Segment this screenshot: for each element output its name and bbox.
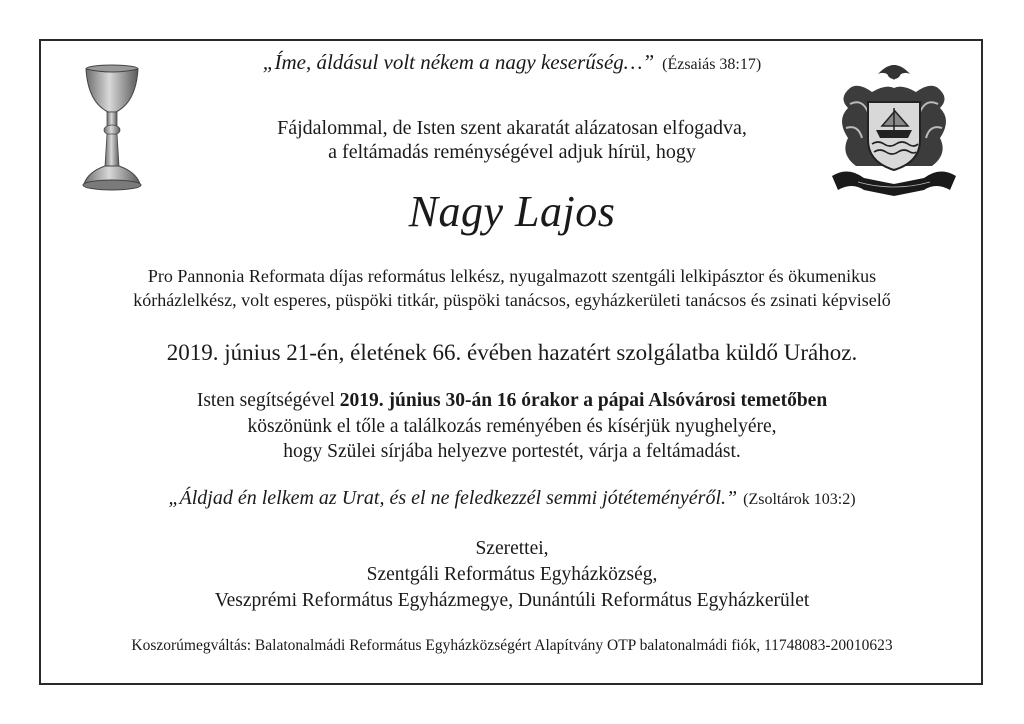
- psalm-reference: (Zsoltárok 103:2): [743, 491, 856, 508]
- motto-reference: (Ézsaiás 38:17): [662, 56, 762, 73]
- funeral-line-1: [0, 390, 1024, 412]
- psalm-quote: [0, 487, 1024, 510]
- intro-line-2: a feltámadás reménységével adjuk hírül, hogy: [328, 141, 696, 163]
- psalm-text: „Áldjad én lelkem az Urat, és el ne feledkezzél semmi jótéteményéről.”: [168, 487, 738, 509]
- funeral-prefix: Isten segítségével: [196, 390, 340, 411]
- motto-text: „Íme, áldásul volt nékem a nagy keserűség…”: [262, 50, 655, 74]
- deceased-name: Nagy Lajos: [408, 187, 616, 236]
- wreath-redemption-note: Koszorúmegváltás: Balatonalmádi Református Egyházközségért Alapítvány OTP balatonalmádi fiók, 11748083-20010623: [131, 637, 893, 654]
- titles-line-1: Pro Pannonia Reformata díjas református lelkész, nyugalmazott szentgáli lelkipásztor és ökumenikus: [147, 266, 877, 286]
- signatory-parish: Szentgáli Református Egyházközség,: [366, 564, 658, 585]
- funeral-date-place: 2019. június 30-án 16 órakor a pápai Alsóvárosi temetőben: [339, 390, 828, 411]
- death-notice: 2019. június 21-én, életének 66. évében hazatért szolgálatba küldő Urához.: [166, 340, 858, 365]
- funeral-line-2: köszönünk el tőle a találkozás reményében és kísérjük nyughelyére,: [247, 416, 777, 437]
- titles-line-2: kórházlelkész, volt esperes, püspöki titkár, püspöki tanácsos, egyházkerületi tanácsos és zsinati képviselő: [133, 290, 891, 310]
- funeral-line-3: hogy Szülei sírjába helyezve portestét, várja a feltámadást.: [283, 441, 741, 462]
- signatory-diocese: Veszprémi Református Egyházmegye, Dunántúli Református Egyházkerület: [214, 590, 810, 611]
- signatory-family: Szerettei,: [475, 538, 549, 559]
- intro-line-1: Fájdalommal, de Isten szent akaratát alázatosan elfogadva,: [277, 117, 747, 139]
